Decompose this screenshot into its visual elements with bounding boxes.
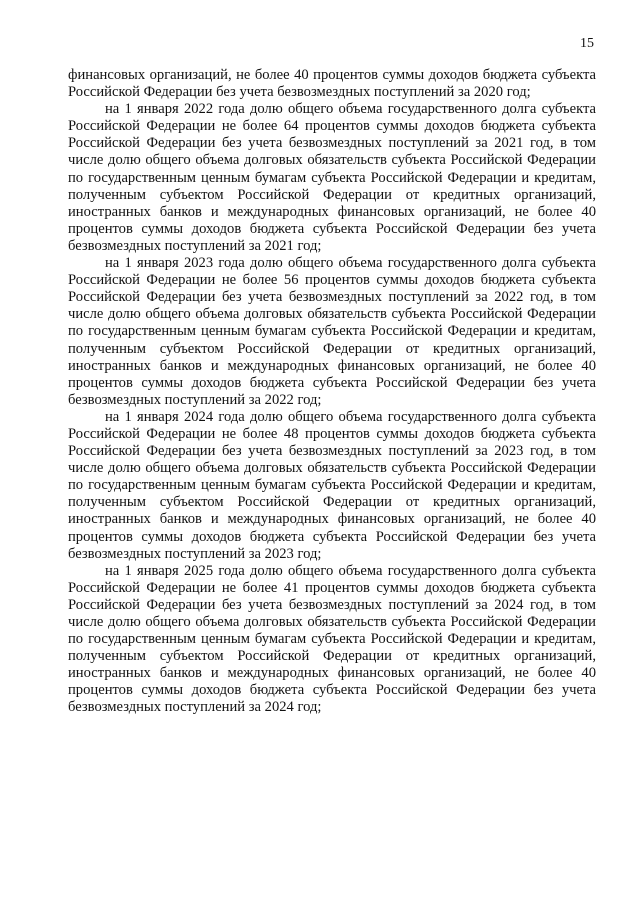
paragraph-2022: на 1 января 2022 года долю общего объема государственного долга субъекта Российской Федерации не более 64 процентов суммы доходов бюджета субъекта Российской Федерации без учета безвозмездных поступлений за 2021 год, в том числе долю общего объема долговых обязательств субъекта Российской Федерации по государственным ценным бумагам субъекта Российской Федерации и кредитам, полученным субъектом Российской Федерации от кредитных организаций, иностранных банков и международных финансовых организаций, не более 40 процентов суммы доходов бюджета субъекта Российской Федерации без учета безвозмездных поступлений за 2021 год; bbox=[68, 101, 596, 254]
page-number: 15 bbox=[580, 36, 594, 51]
document-body bbox=[68, 67, 596, 717]
paragraph-2023: на 1 января 2023 года долю общего объема государственного долга субъекта Российской Федерации не более 56 процентов суммы доходов бюджета субъекта Российской Федерации без учета безвозмездных поступлений за 2022 год, в том числе долю общего объема долговых обязательств субъекта Российской Федерации по государственным ценным бумагам субъекта Российской Федерации и кредитам, полученным субъектом Российской Федерации от кредитных организаций, иностранных банков и международных финансовых организаций, не более 40 процентов суммы доходов бюджета субъекта Российской Федерации без учета безвозмездных поступлений за 2022 год; bbox=[68, 255, 596, 408]
paragraph-2024: на 1 января 2024 года долю общего объема государственного долга субъекта Российской Федерации не более 48 процентов суммы доходов бюджета субъекта Российской Федерации без учета безвозмездных поступлений за 2023 год, в том числе долю общего объема долговых обязательств субъекта Российской Федерации по государственным ценным бумагам субъекта Российской Федерации и кредитам, полученным субъектом Российской Федерации от кредитных организаций, иностранных банков и международных финансовых организаций, не более 40 процентов суммы доходов бюджета субъекта Российской Федерации без учета безвозмездных поступлений за 2023 год; bbox=[68, 408, 596, 562]
paragraph-continuation: финансовых организаций, не более 40 процентов суммы доходов бюджета субъекта Российской Федерации без учета безвозмездных поступлений за 2020 год; bbox=[68, 67, 596, 101]
paragraph-2025: на 1 января 2025 года долю общего объема государственного долга субъекта Российской Федерации не более 41 процентов суммы доходов бюджета субъекта Российской Федерации без учета безвозмездных поступлений за 2024 год, в том числе долю общего объема долговых обязательств субъекта Российской Федерации по государственным ценным бумагам субъекта Российской Федерации и кредитам, полученным субъектом Российской Федерации от кредитных организаций, иностранных банков и международных финансовых организаций, не более 40 процентов суммы доходов бюджета субъекта Российской Федерации без учета безвозмездных поступлений за 2024 год; bbox=[68, 562, 596, 716]
